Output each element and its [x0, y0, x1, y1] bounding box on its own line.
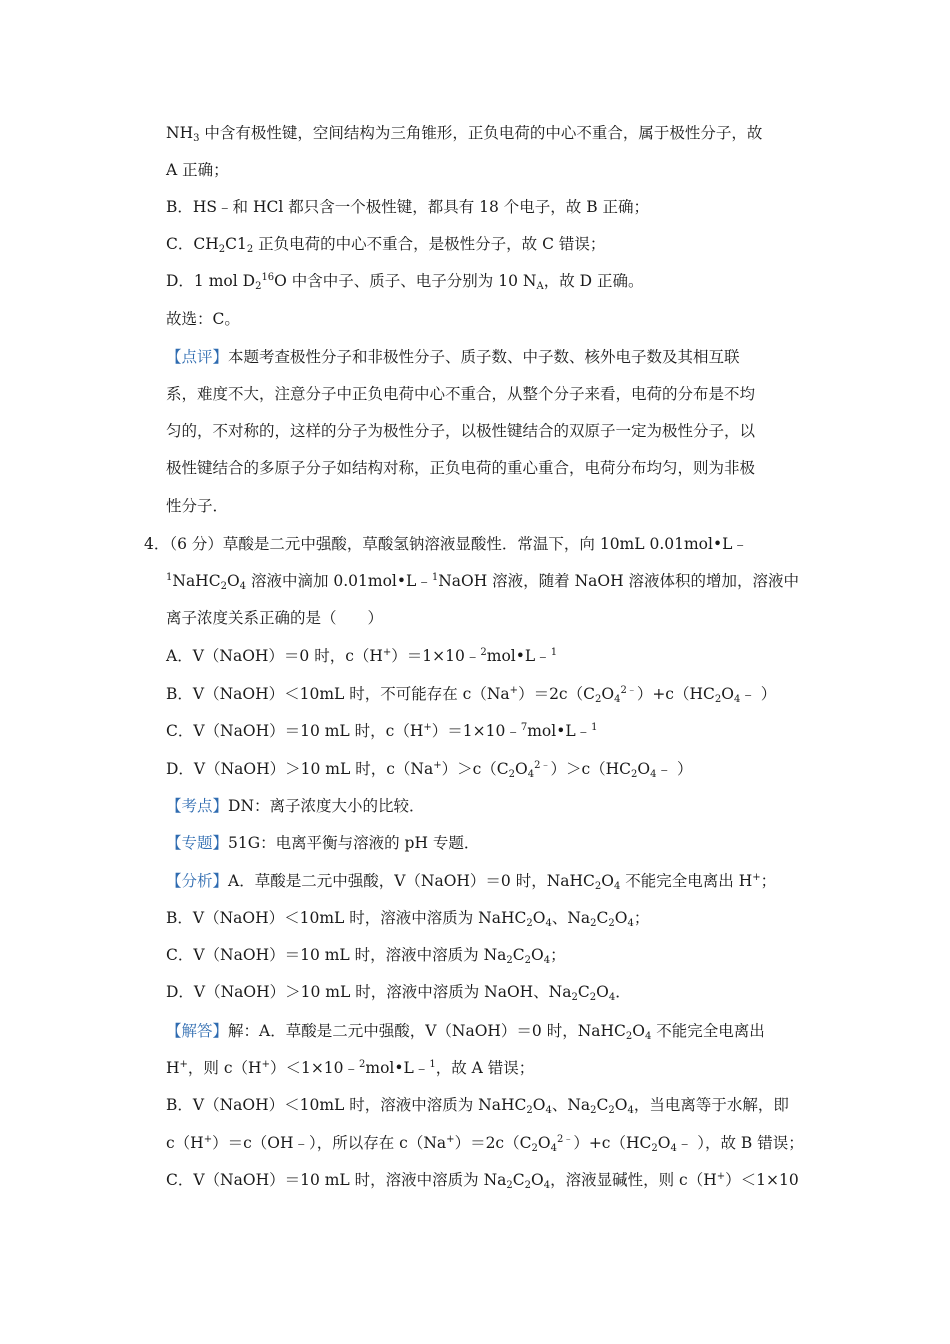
kaodian-line [166, 795, 816, 817]
prev-answer-choice: 故选：C。 [166, 310, 240, 328]
jieda-line-c1: C．V（NaOH）＝10 mL 时，溶液中溶质为 $Na_2C_2O_4$，溶液显碱性，则 c（H+）＜1×10 [166, 1171, 799, 1191]
jieda-line-a2: H+，则 c（H+）＜1×10﹣$^2$mol•L﹣$^1$，故 A 错误； [166, 1059, 535, 1077]
zhuanti-line [166, 832, 816, 854]
fenxi-line-b: B．V（NaOH）＜10mL 时，溶液中溶质为 $NaHC_2O_4$、$Na_2C_2O_4$； [166, 909, 650, 929]
question4-stem-line2: $^1NaHC_2O_4$ 溶液中滴加 0.01mol•L﹣$^1$NaOH 溶液，随着 NaOH 溶液体积的增加，溶液中 [166, 572, 800, 592]
prev-answer-a-line1: $NH_3$ 中含有极性键，空间结构为三角锥形，正负电荷的中心不重合，属于极性分子，故 [166, 124, 763, 144]
review-line2: 系，难度不大，注意分子中正负电荷中心不重合，从整个分子来看，电荷的分布是不均 [166, 385, 756, 403]
review-line3: 匀的，不对称的，这样的分子为极性分子，以极性键结合的双原子一定为极性分子，以 [166, 422, 756, 440]
review-tag: 【点评】 [166, 348, 229, 366]
kaodian-text: DN：离子浓度大小的比较． [228, 797, 425, 815]
prev-answer-c: C．$CH_2C1_2$ 正负电荷的中心不重合，是极性分子，故 C 错误； [166, 235, 606, 255]
fenxi-line-c: C．V（NaOH）＝10 mL 时，溶液中溶质为 $Na_2C_2O_4$； [166, 946, 566, 966]
review-line5: 性分子． [166, 497, 229, 515]
jieda-text-a1: 解：A．草酸是二元中强酸，V（NaOH）＝0 时，$NaHC_2O_4$ 不能完全电离出 [228, 1022, 765, 1042]
question4-stem-line1: 4．（6 分）草酸是二元中强酸，草酸氢钠溶液显酸性．常温下，向 10mL 0.01mol•L﹣ [144, 535, 748, 553]
zhuanti-tag: 【专题】 [166, 834, 229, 852]
fenxi-text-a: A．草酸是二元中强酸，V（NaOH）＝0 时，$NaHC_2O_4$ 不能完全电离出 H+； [228, 872, 777, 892]
question4-option-a: A．V（NaOH）＝0 时，c（H+）＝1×10﹣$^2$mol•L﹣$^1$ [166, 647, 558, 665]
kaodian-tag: 【考点】 [166, 797, 229, 815]
prev-answer-a-line2: A 正确； [166, 161, 229, 179]
jieda-line-a1 [166, 1020, 816, 1042]
jieda-tag: 【解答】 [166, 1022, 229, 1040]
jieda-line-b1: B．V（NaOH）＜10mL 时，溶液中溶质为 $NaHC_2O_4$、$Na_2C_2O_4$，当电离等于水解，即 [166, 1096, 789, 1116]
review-line1 [166, 346, 816, 368]
question4-option-b: B．V（NaOH）＜10mL 时，不可能存在 $c(Na^+)=2c(C_2O_4^{2﹣})+c(HC_2O_4﹣$ ） [166, 685, 777, 705]
question4-stem-line3: 离子浓度关系正确的是（ ） [166, 609, 384, 627]
review-text-1: 本题考查极性分子和非极性分子、质子数、中子数、核外电子数及其相互联 [228, 348, 740, 366]
fenxi-line-d: D．V（NaOH）＞10 mL 时，溶液中溶质为 NaOH、$Na_2C_2O_4$． [166, 983, 631, 1003]
prev-answer-b: B．HS﹣和 HCl 都只含一个极性键，都具有 18 个电子，故 B 正确； [166, 198, 650, 216]
question4-option-c: C．V（NaOH）＝10 mL 时，c（H+）＝1×10﹣$^7$mol•L﹣$^1$ [166, 722, 598, 740]
jieda-line-b2: c（H+）＝c（OH﹣），所以存在 $c(Na^+)=2c(C_2O_4^{2﹣})+c(HC_2O_4﹣$ ），故 B 错误； [166, 1134, 804, 1154]
prev-answer-d: D．1 mol $D_2^{16}O$ 中含中子、质子、电子分别为 10 $N_A$，故 D 正确。 [166, 272, 644, 292]
review-line4: 极性键结合的多原子分子如结构对称，正负电荷的重心重合，电荷分布均匀，则为非极 [166, 459, 756, 477]
zhuanti-text: 51G：电离平衡与溶液的 pH 专题． [228, 834, 480, 852]
fenxi-tag: 【分析】 [166, 872, 229, 890]
question4-option-d: D．V（NaOH）＞10 mL 时，$c(Na^+)>c(C_2O_4^{2﹣})>c(HC_2O_4﹣$ ） [166, 760, 693, 780]
fenxi-line-a [166, 870, 816, 892]
